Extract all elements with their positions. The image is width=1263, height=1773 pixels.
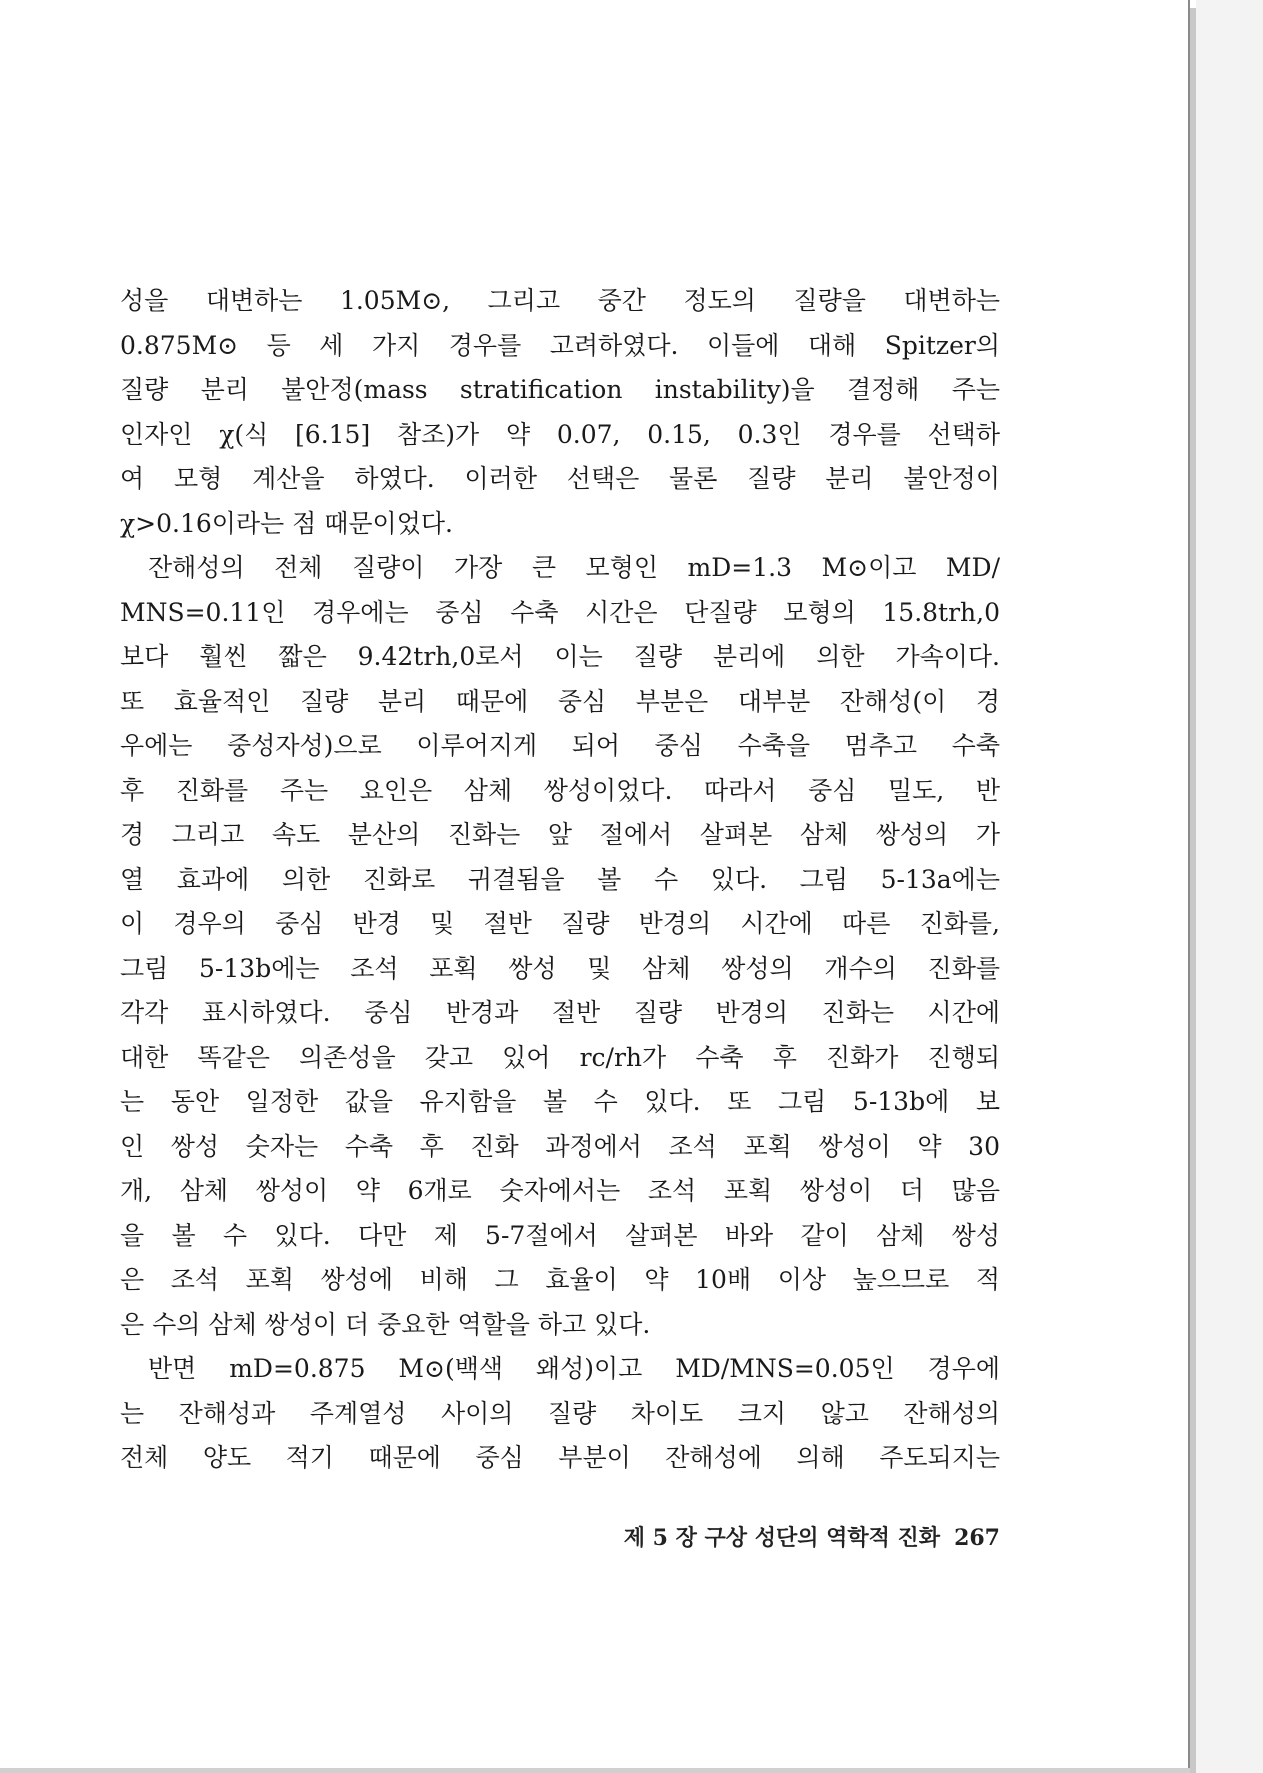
text-line: 0.875M⊙ 등 세 가지 경우를 고려하였다. 이들에 대해 Spitzer의 — [120, 330, 1000, 360]
text-line: 는 동안 일정한 값을 유지함을 볼 수 있다. 또 그림 5-13b에 보 — [120, 1087, 1000, 1116]
page-bottom-shadow — [0, 1768, 1190, 1773]
text-line: 이 경우의 중심 반경 및 절반 질량 반경의 시간에 따른 진화를, — [120, 909, 1000, 938]
text-line: 을 볼 수 있다. 다만 제 5-7절에서 살펴본 바와 같이 삼체 쌍성 — [120, 1220, 1000, 1250]
text-line: 대한 똑같은 의존성을 갖고 있어 rc/rh가 수축 후 진화가 진행되 — [120, 1042, 1000, 1072]
text-line: 전체 양도 적기 때문에 중심 부분이 잔해성에 의해 주도되지는 — [120, 1443, 1000, 1472]
text-line: 인자인 χ(식 [6.15] 참조)가 약 0.07, 0.15, 0.3인 경우를 선택하 — [120, 419, 1000, 449]
text-line: 우에는 중성자성)으로 이루어지게 되어 중심 수축을 멈추고 수축 — [120, 731, 1000, 760]
text-line: 반면 mD=0.875 M⊙(백색 왜성)이고 MD/MNS=0.05인 경우에 — [148, 1354, 1000, 1383]
body-text — [120, 279, 1000, 1481]
text-line: 후 진화를 주는 요인은 삼체 쌍성이었다. 따라서 중심 밀도, 반 — [120, 775, 1000, 805]
text-line: 열 효과에 의한 진화로 귀결됨을 볼 수 있다. 그림 5-13a에는 — [120, 864, 1000, 894]
text-line: 여 모형 계산을 하였다. 이러한 선택은 물론 질량 분리 불안정이 — [120, 464, 1000, 493]
text-line: 은 수의 삼체 쌍성이 더 중요한 역할을 하고 있다. — [120, 1309, 651, 1339]
text-line: 경 그리고 속도 분산의 진화는 앞 절에서 살펴본 삼체 쌍성의 가 — [120, 820, 1000, 849]
text-line: MNS=0.11인 경우에는 중심 수축 시간은 단질량 모형의 15.8trh,0 — [120, 597, 1000, 627]
text-line: 그림 5-13b에는 조석 포획 쌍성 및 삼체 쌍성의 개수의 진화를 — [120, 953, 1000, 983]
running-head: 제 5 장 구상 성단의 역학적 진화 — [623, 1525, 941, 1551]
text-line: 또 효율적인 질량 분리 때문에 중심 부분은 대부분 잔해성(이 경 — [120, 686, 1000, 716]
text-line: 성을 대변하는 1.05M⊙, 그리고 중간 정도의 질량을 대변하는 — [120, 286, 1000, 315]
page-footer — [530, 1520, 1000, 1556]
text-line: 질량 분리 불안정(mass stratification instability)을 결정해 주는 — [120, 375, 1000, 404]
text-line: 잔해성의 전체 질량이 가장 큰 모형인 mD=1.3 M⊙이고 MD/ — [148, 553, 1000, 582]
text-line: 보다 훨씬 짧은 9.42trh,0로서 이는 질량 분리에 의한 가속이다. — [120, 642, 1000, 671]
text-line: 는 잔해성과 주계열성 사이의 질량 차이도 크지 않고 잔해성의 — [120, 1398, 1000, 1428]
text-line: 각각 표시하였다. 중심 반경과 절반 질량 반경의 진화는 시간에 — [120, 998, 1000, 1027]
page-number: 267 — [954, 1525, 1000, 1551]
page-gutter — [1196, 0, 1263, 1773]
text-line: χ>0.16이라는 점 때문이었다. — [120, 508, 453, 538]
text-line: 은 조석 포획 쌍성에 비해 그 효율이 약 10배 이상 높으므로 적 — [120, 1265, 1000, 1294]
text-line: 인 쌍성 숫자는 수축 후 진화 과정에서 조석 포획 쌍성이 약 30 — [120, 1131, 1000, 1161]
text-line: 개, 삼체 쌍성이 약 6개로 숫자에서는 조석 포획 쌍성이 더 많음 — [120, 1176, 1000, 1205]
